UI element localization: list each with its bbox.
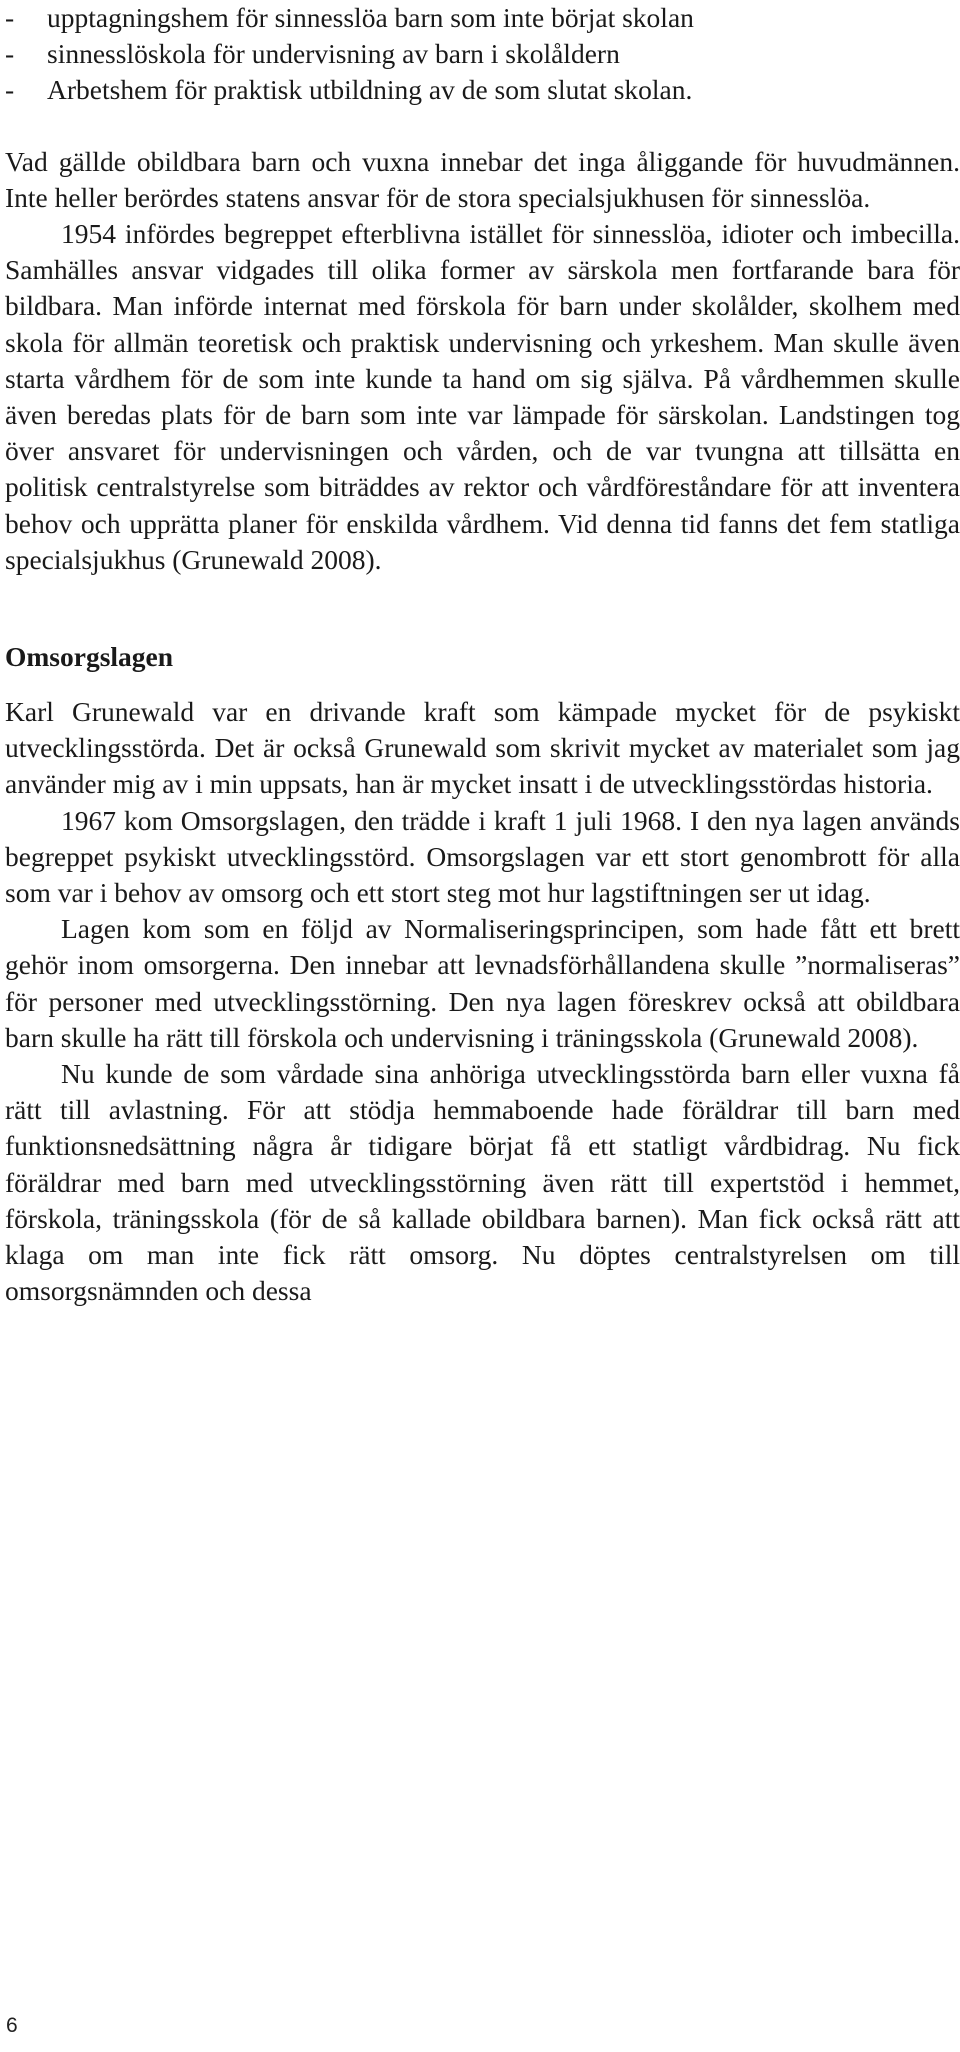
list-item-text: upptagningshem för sinnesslöa barn som inte börjat skolan bbox=[47, 2, 694, 33]
paragraph: Vad gällde obildbara barn och vuxna innebar det inga åliggande för huvudmännen. Inte heller berördes statens ansvar för de stora specialsjukhusen för sinnesslöa. bbox=[5, 145, 960, 213]
list-item bbox=[5, 72, 960, 108]
list-marker: - bbox=[5, 2, 15, 33]
list-marker: - bbox=[5, 38, 15, 70]
list-marker: - bbox=[5, 74, 15, 106]
page-number: 6 bbox=[6, 2014, 18, 2037]
list-item-text: Arbetshem för praktisk utbildning av de som slutat skolan. bbox=[47, 74, 693, 106]
paragraph: Lagen kom som en följd av Normaliseringsprincipen, som hade fått ett brett gehör inom omsorgerna. Den innebar att levnadsförhållandena skulle ”normaliseras” för personer med utvecklingsstörning. Den nya lagen föreskrev också att obildbara barn skulle ha rätt till förskola och undervisning i träningsskola (Grunewald 2008). bbox=[5, 913, 960, 1053]
paragraph: 1967 kom Omsorgslagen, den trädde i kraft 1 juli 1968. I den nya lagen används begreppet psykiskt utvecklingsstörd. Omsorgslagen var ett stort genombrott för alla som var i behov av omsorg och ett stort steg mot hur lagstiftningen ser ut idag. bbox=[5, 804, 960, 909]
list-item bbox=[5, 36, 960, 72]
paragraph: Nu kunde de som vårdade sina anhöriga utvecklingsstörda barn eller vuxna få rätt till avlastning. För att stödja hemmaboende hade föräldrar till barn med funktionsnedsättning några år tidigare börjat få ett statligt vårdbidrag. Nu fick föräldrar med barn med utvecklingsstörning även rätt till expertstöd i hemmet, förskola, träningsskola (för de så kallade obildbara barnen). Man fick också rätt att klaga om man inte fick rätt omsorg. Nu döptes centralstyrelsen om till omsorgsnämnden och dessa bbox=[5, 1058, 960, 1307]
page-content bbox=[5, 0, 960, 1310]
section-heading: Omsorgslagen bbox=[5, 641, 174, 673]
bullet-list bbox=[5, 0, 960, 109]
list-item-text: sinnesslöskola för undervisning av barn i skolåldern bbox=[47, 38, 620, 70]
paragraph: 1954 infördes begreppet efterblivna istället för sinnesslöa, idioter och imbecilla. Samhälles ansvar vidgades till olika former av särskola men fortfarande bara för bildbara. Man införde internat med förskola för barn under skolålder, skolhem med skola för allmän teoretisk och praktisk undervisning och yrkeshem. Man skulle även starta vårdhem för de som inte kunde ta hand om sig själva. På vårdhemmen skulle även beredas plats för de barn som inte var lämpade för särskolan. Landstingen tog över ansvaret för undervisningen och vården, och de var tvungna att tillsätta en politisk centralstyrelse som biträddes av rektor och vårdföreståndare för att inventera behov och upprätta planer för enskilda vårdhem. Vid denna tid fanns det fem statliga specialsjukhus (Grunewald 2008). bbox=[5, 218, 960, 575]
paragraph: Karl Grunewald var en drivande kraft som kämpade mycket för de psykiskt utvecklingsstörda. Det är också Grunewald som skrivit mycket av materialet som jag använder mig av i min uppsats, han är mycket insatt i de utvecklingsstördas historia. bbox=[5, 696, 960, 800]
list-item bbox=[5, 0, 960, 36]
